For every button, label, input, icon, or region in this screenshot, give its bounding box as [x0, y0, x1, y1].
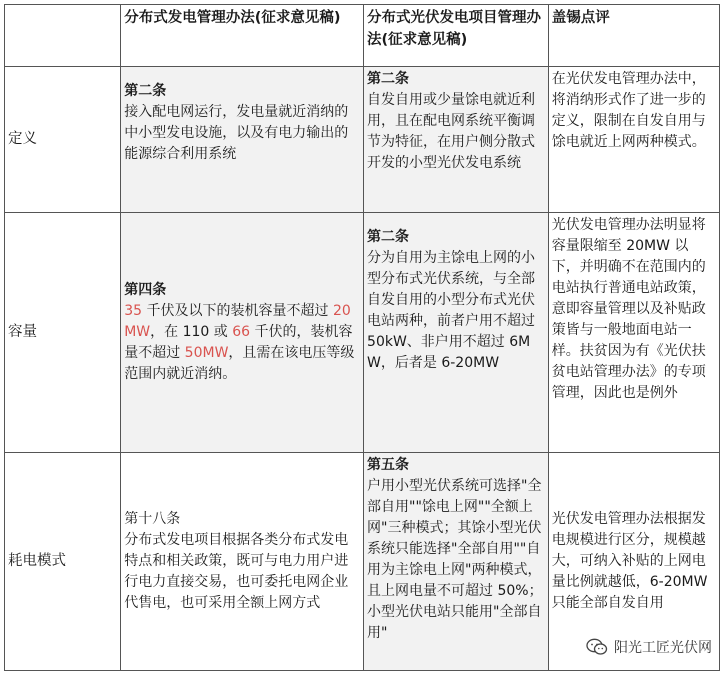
- voltage-value: 35: [124, 303, 143, 319]
- voltage-value: 66: [232, 324, 251, 340]
- wechat-icon: [586, 638, 608, 656]
- text-segment: 千伏的，装机容量不超过: [124, 324, 353, 361]
- header-col-1: 分布式发电管理办法(征求意见稿): [121, 5, 364, 67]
- article-text: 接入配电网运行，发电量就近消纳的中小型发电设施，以及有电力输出的能源综合利用系统: [124, 104, 349, 162]
- article-title: 第四条: [124, 282, 167, 298]
- comment-text: 光伏发电管理办法根据发电规模进行区分，规模越大，可纳入补贴的上网电量比例就越低，6-20MW 只能全部自发自用: [551, 511, 708, 611]
- capacity-value: 50MW: [184, 345, 229, 361]
- row-label: 耗电模式: [5, 453, 121, 671]
- cell-text: [121, 67, 364, 213]
- header-col-3: 盖锡点评: [548, 5, 719, 67]
- comment-text: 光伏发电管理办法明显将容量限缩至 20MW 以下，并明确不在范围内的电站执行普通电站政策，意即容量管理以及补贴政策皆与一般地面电站一样。扶贫因为有《光伏扶贫电站管理办法》的专项管理，因此也是例外: [551, 217, 706, 401]
- comparison-table: [4, 4, 720, 671]
- comment-cell: [548, 67, 719, 213]
- cell-text: [121, 213, 364, 453]
- row-label: 容量: [5, 213, 121, 453]
- article-title: 第二条: [367, 71, 410, 87]
- cell-text: [364, 453, 549, 671]
- watermark-text: 阳光工匠光伏网: [614, 640, 712, 656]
- cell-text: [364, 213, 549, 453]
- capacity-text: [124, 303, 354, 382]
- cell-text: [364, 67, 549, 213]
- table-row: [5, 213, 720, 453]
- article-text: 户用小型光伏系统可选择"全部自用""馀电上网""全额上网"三种模式；其馀小型光伏系统只能选择"全部自用""自用为主馀电上网"两种模式，且上网电量不可超过 50%；小型光伏电站只能用"全部自用": [367, 478, 543, 641]
- row-label: 定义: [5, 67, 121, 213]
- article-title: 第二条: [367, 229, 410, 245]
- article-text: 分为自用为主馀电上网的小型分布式光伏系统，与全部自发自用的小型分布式光伏电站两种，前者户用不超过 50kW、非户用不超过 6MW，后者是 6-20MW: [367, 250, 536, 371]
- header-empty: [5, 5, 121, 67]
- text-segment: ，在 110 或: [150, 324, 233, 340]
- article-title: 第十八条: [124, 511, 181, 527]
- article-text: 自发自用或少量馀电就近利用，且在配电网系统平衡调节为特征，在用户侧分散式开发的小型光伏发电系统: [367, 92, 536, 171]
- header-col-2: 分布式光伏发电项目管理办法(征求意见稿): [364, 5, 549, 67]
- watermark: [586, 637, 712, 657]
- comment-cell: [548, 213, 719, 453]
- article-text: 分布式发电项目根据各类分布式发电特点和相关政策，既可与电力用户进行电力直接交易，也可委托电网企业代售电，也可采用全额上网方式: [124, 532, 349, 611]
- article-title: 第二条: [124, 83, 167, 99]
- header-row: [5, 5, 720, 67]
- comment-text: 在光伏发电管理办法中，将消纳形式作了进一步的定义，限制在自发自用与馀电就近上网两种模式。: [551, 71, 706, 150]
- article-title: 第五条: [367, 457, 410, 473]
- cell-text: [121, 453, 364, 671]
- capacity-value: 20MW: [124, 303, 351, 340]
- text-segment: 千伏及以下的装机容量不超过: [142, 303, 333, 319]
- text-segment: ，且需在该电压等级范围内就近消纳。: [124, 345, 355, 382]
- table-row: [5, 67, 720, 213]
